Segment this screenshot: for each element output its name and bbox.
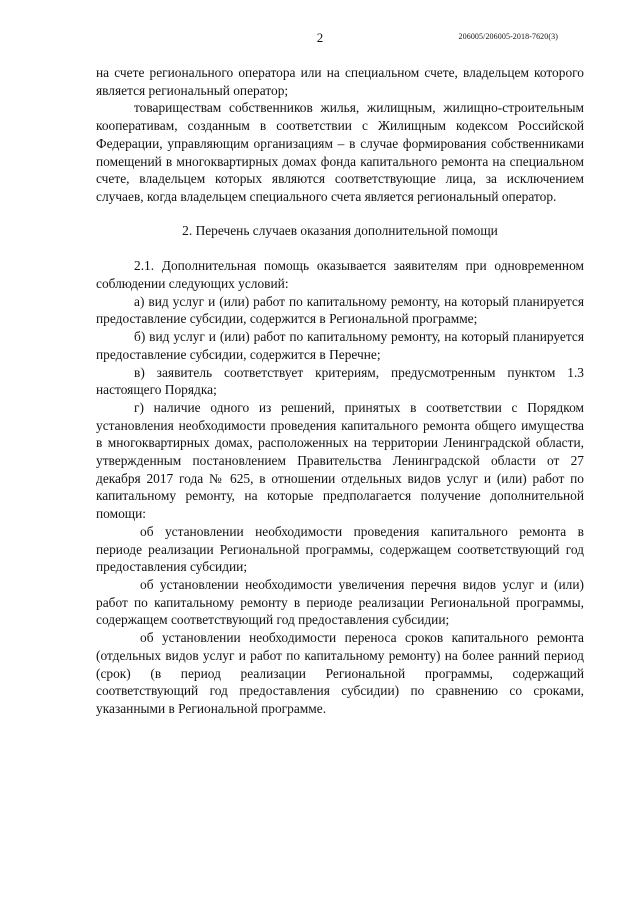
paragraph-continuation: на счете регионального оператора или на специальном счете, владельцем которого является региональный оператор; [96, 65, 584, 98]
decision-item-3: об установлении необходимости переноса сроков капитального ремонта (отдельных видов услуг и работ по капитальному ремонту) на более ранний период (срок) (в период реализации Региональной программы, содержащий соответствующий год предоставления субсидии) по сравнению со сроками, указанными в Региональной программе. [96, 630, 584, 716]
list-item-a: а) вид услуг и (или) работ по капитальному ремонту, на который планируется предоставление субсидии, содержится в Региональной программе; [96, 293, 584, 327]
list-item-b: б) вид услуг и (или) работ по капитальному ремонту, на который планируется предоставление субсидии, содержится в Перечне; [96, 329, 584, 362]
paragraph-partnerships: товариществам собственников жилья, жилищным, жилищно-строительным кооперативам, созданным в соответствии с Жилищным кодексом Российской Федерации, управляющим организациям – в случае формирования собственниками помещений в многоквартирных домах фонда капитального ремонта на специальном счете, владельцем которых являются соответствующие лица, за исключением случаев, когда владельцем специального счета является региональный оператор. [96, 100, 584, 204]
paragraph-2-1: 2.1. Дополнительная помощь оказывается заявителям при одновременном соблюдении следующих условий: [96, 258, 584, 292]
document-code: 206005/206005-2018-7620(3) [458, 32, 558, 41]
list-item-v: в) заявитель соответствует критериям, предусмотренным пунктом 1.3 настоящего Порядка; [96, 364, 584, 398]
list-item-g: г) наличие одного из решений, принятых в соответствии с Порядком установления необходимости проведения капитального ремонта общего имущества в многоквартирных домах, расположенных на территории Ленинградской области, утвержденным постановлением Правительства Ленинградской области от 27 декабря 2017 года № 625, в отношении отдельных видов услуг и (или) работ по капитальному ремонту, на которые предполагается получение дополнительной помощи: [96, 399, 584, 522]
page-number: 2 [316, 30, 324, 45]
section-title: 2. Перечень случаев оказания дополнительной помощи [182, 222, 498, 238]
decision-item-1: об установлении необходимости проведения капитального ремонта в периоде реализации Региональной программы, содержащем соответствующий год предоставления субсидии; [96, 523, 584, 575]
document-body [96, 64, 584, 718]
decision-item-2: об установлении необходимости увеличения перечня видов услуг и (или) работ по капитальному ремонту в периоде реализации Региональной программы, содержащем соответствующий год предоставления субсидии; [96, 576, 584, 628]
